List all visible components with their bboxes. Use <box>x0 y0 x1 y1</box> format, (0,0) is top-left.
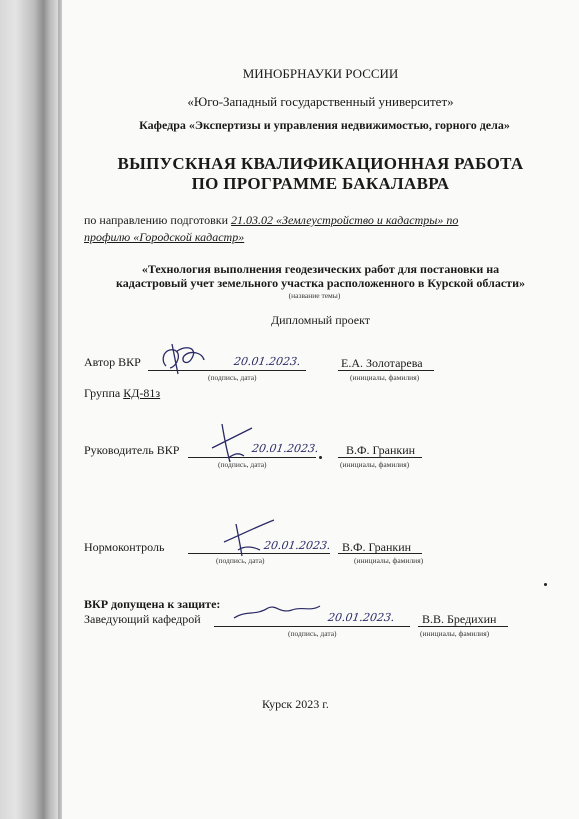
normcontrol-name: В.Ф. Гранкин <box>342 540 412 554</box>
supervisor-name-line <box>338 457 422 458</box>
normcontrol-date: 20.01.2023. <box>263 539 332 552</box>
document-title-line1: ВЫПУСКНАЯ КВАЛИФИКАЦИОННАЯ РАБОТА <box>117 154 524 173</box>
title-page <box>62 0 579 819</box>
city-year: Курск 2023 г. <box>262 697 329 711</box>
author-date: 20.01.2023. <box>233 355 302 368</box>
supervisor-name-caption: (инициалы, фамилия) <box>340 460 410 469</box>
scan-binding-edge <box>0 0 62 819</box>
head-of-department-signature <box>232 600 322 626</box>
direction-value: 21.03.02 «Землеустройство и кадастры» по <box>231 213 459 227</box>
project-type: Дипломный проект <box>270 313 371 327</box>
group-line <box>84 386 160 401</box>
normcontrol-signature <box>220 514 280 560</box>
topic-caption: (название темы) <box>288 291 341 300</box>
head-of-department-label: Заведующий кафедрой <box>84 612 201 626</box>
supervisor-signature <box>208 418 258 466</box>
author-sign-caption: (подпись, дата) <box>208 373 257 382</box>
normcontrol-label: Нормоконтроль <box>84 540 165 554</box>
author-signature <box>158 340 208 378</box>
admission-sign-caption: (подпись, дата) <box>288 629 337 638</box>
document-title-line2: ПО ПРОГРАММЕ БАКАЛАВРА <box>191 174 450 193</box>
admission-signature-line <box>214 626 410 627</box>
department-name: Кафедра «Экспертизы и управления недвижимостью, горного дела» <box>139 118 510 132</box>
author-name-caption: (инициалы, фамилия) <box>350 373 420 382</box>
author-name: Е.А. Золотарева <box>341 356 423 370</box>
direction-prefix: по направлению подготовки <box>84 213 229 227</box>
profile-value: профилю «Городской кадастр» <box>84 230 245 244</box>
topic-line1: «Технология выполнения геодезических работ для постановки на <box>141 262 500 276</box>
admission-name-caption: (инициалы, фамилия) <box>420 629 490 638</box>
university-name: «Юго-Западный государственный университет» <box>187 94 454 109</box>
supervisor-sign-caption: (подпись, дата) <box>218 460 267 469</box>
head-of-department-name: В.В. Бредихин <box>422 612 497 626</box>
admission-heading: ВКР допущена к защите: <box>84 597 221 611</box>
scan-speck <box>544 583 547 586</box>
admission-date: 20.01.2023. <box>327 611 396 624</box>
ministry-name: МИНОБРНАУКИ РОССИИ <box>242 66 399 81</box>
normcontrol-name-caption: (инициалы, фамилия) <box>354 556 424 565</box>
supervisor-label: Руководитель ВКР <box>84 443 180 457</box>
group-label: Группа <box>84 386 121 400</box>
author-name-line <box>338 370 434 371</box>
normcontrol-name-line <box>338 553 422 554</box>
supervisor-name: В.Ф. Гранкин <box>346 443 416 457</box>
group-value: КД-81з <box>123 386 161 400</box>
author-label: Автор ВКР <box>84 355 141 369</box>
supervisor-dot <box>319 456 322 459</box>
normcontrol-sign-caption: (подпись, дата) <box>216 556 265 565</box>
admission-name-line <box>418 626 508 627</box>
supervisor-date: 20.01.2023. <box>251 442 320 455</box>
topic-line2: кадастровый учет земельного участка расположенного в Курской области» <box>116 276 525 290</box>
direction-line <box>84 213 458 228</box>
